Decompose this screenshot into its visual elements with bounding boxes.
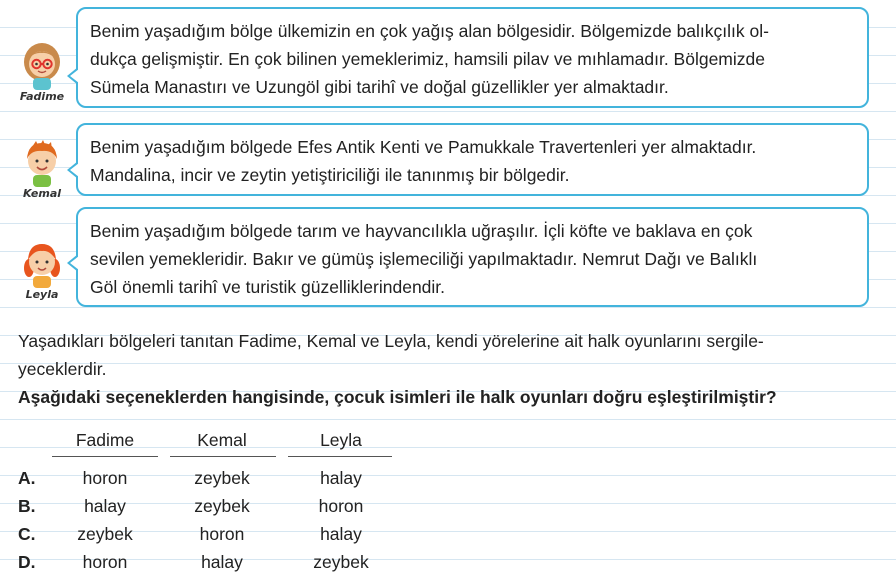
- option-letter: D.: [18, 552, 36, 572]
- option-letter: A.: [18, 468, 36, 488]
- option-value: halay: [84, 496, 126, 516]
- option-value: zeybek: [77, 524, 133, 544]
- speech-bubble-tail: [67, 161, 78, 179]
- avatar-kemal: [14, 137, 70, 200]
- answer-option-d[interactable]: [18, 548, 718, 576]
- boy-avatar-icon: [20, 137, 64, 189]
- speech-line: Mandalina, incir ve zeytin yetiştiriciliği ile tanınmış bir bölgedir.: [90, 165, 570, 185]
- option-value: zeybek: [313, 552, 369, 572]
- option-value: halay: [201, 552, 243, 572]
- avatar-leyla: [14, 238, 70, 301]
- option-letter: B.: [18, 496, 36, 516]
- speech-bubble-tail: [67, 254, 78, 272]
- option-letter: C.: [18, 524, 36, 544]
- girl-avatar-icon: [20, 238, 64, 290]
- option-value: horon: [318, 496, 364, 516]
- speech-bubble-fadime: [76, 7, 869, 108]
- speech-bubble-tail: [67, 67, 78, 85]
- speech-line: dukça gelişmiştir. En çok bilinen yemeklerimiz, hamsili pilav ve mıhlamadır. Bölgemizde: [90, 49, 765, 69]
- speech-line: Benim yaşadığım bölge ülkemizin en çok yağış alan bölgesidir. Bölgemizde balıkçılık ol-: [90, 21, 769, 41]
- column-header-fadime: Fadime: [75, 430, 135, 450]
- speech-line: Benim yaşadığım bölgede Efes Antik Kenti ve Pamukkale Travertenleri yer almaktadır.: [90, 137, 757, 157]
- girl-glasses-icon: [20, 40, 64, 92]
- answer-option-c[interactable]: [18, 520, 718, 548]
- speech-bubble-leyla: [76, 207, 869, 307]
- speaker-name: Leyla: [25, 288, 59, 301]
- option-value: halay: [320, 468, 362, 488]
- option-value: zeybek: [194, 468, 250, 488]
- option-value: horon: [82, 468, 128, 488]
- header-underline: [170, 456, 276, 457]
- speech-line: Sümela Manastırı ve Uzungöl gibi tarihî ve doğal güzellikler yer almaktadır.: [90, 77, 669, 97]
- option-value: horon: [199, 524, 245, 544]
- answer-option-b[interactable]: [18, 492, 718, 520]
- speaker-name: Fadime: [19, 90, 65, 103]
- speech-bubble-kemal: [76, 123, 869, 196]
- intro-paragraph: [18, 327, 884, 383]
- speech-line: Göl önemli tarihî ve turistik güzelliklerindendir.: [90, 277, 446, 297]
- paragraph-line: Yaşadıkları bölgeleri tanıtan Fadime, Kemal ve Leyla, kendi yörelerine ait halk oyunlarını sergile-: [18, 331, 764, 351]
- column-header-leyla: Leyla: [320, 430, 362, 450]
- speech-line: sevilen yemekleridir. Bakır ve gümüş işlemeciliği yapılmaktadır. Nemrut Dağı ve Balıklı: [90, 249, 758, 269]
- speech-line: Benim yaşadığım bölgede tarım ve hayvancılıkla uğraşılır. İçli köfte ve baklava en çok: [90, 221, 753, 241]
- paragraph-line: yeceklerdir.: [18, 359, 107, 379]
- speaker-name: Kemal: [22, 187, 62, 200]
- question-text: Aşağıdaki seçeneklerden hangisinde, çocuk isimleri ile halk oyunları doğru eşleştirilmiştir?: [18, 387, 777, 407]
- header-underline: [288, 456, 392, 457]
- option-value: halay: [320, 524, 362, 544]
- option-value: horon: [82, 552, 128, 572]
- column-header-kemal: Kemal: [197, 430, 247, 450]
- option-value: zeybek: [194, 496, 250, 516]
- header-underline: [52, 456, 158, 457]
- avatar-fadime: [14, 40, 70, 103]
- answer-option-a[interactable]: [18, 464, 718, 492]
